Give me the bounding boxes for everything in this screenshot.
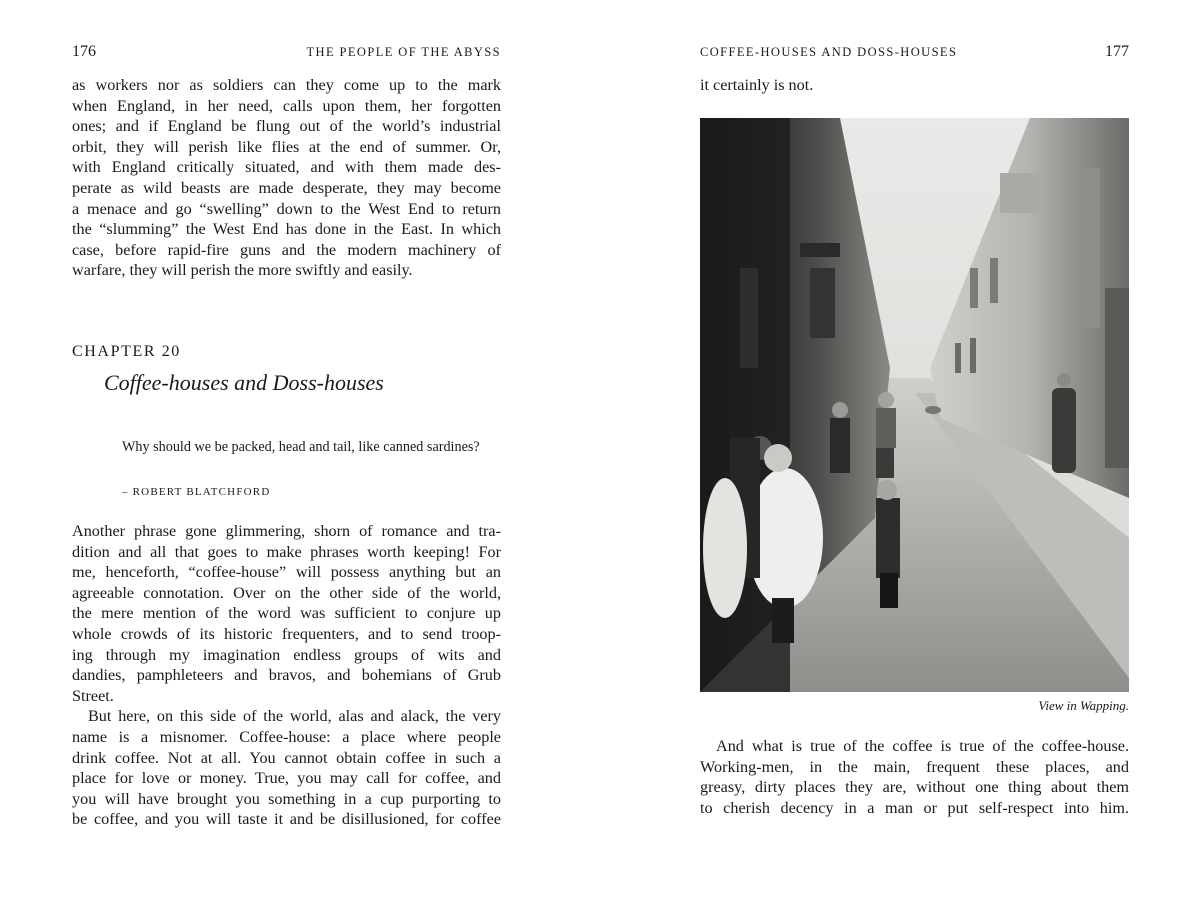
epigraph-quote: Why should we be packed, head and tail, like canned sardines? [122,439,480,455]
text-line: And what is true of the coffee is true of the coffee-house. [716,737,1129,755]
text-line: perate as wild beasts are made desperate, they may become [72,178,501,197]
text-line: whole crowds of its historic frequenters, and to send troop- [72,624,501,643]
opening-paragraph [72,75,501,281]
text-line: warfare, they will perish the more swiftly and easily. [72,261,413,280]
text-line: Another phrase gone glimmering, shorn of romance and tra- [72,522,501,540]
text-line: with England critically situated, and with them made des- [72,158,501,177]
text-line: drink coffee. Not at all. You cannot obtain coffee in such a [72,748,501,767]
page-number: 176 [72,43,96,60]
right-body [700,736,1129,818]
epigraph-attribution: – ROBERT BLATCHFORD [122,486,271,498]
text-line: orbit, they will perish like flies at the end of summer. Or, [72,137,501,156]
text-line: me, henceforth, “coffee-house” will possess anything but an [72,563,501,582]
photo-caption: View in Wapping. [1038,698,1129,713]
text-line: case, before rapid-fire guns and the modern machinery of [72,240,501,259]
running-head-left [72,43,501,63]
text-line: the “slumming” the West End has done in the East. In which [72,220,501,239]
text-line: name is a misnomer. Coffee-house: a place where people [72,727,501,746]
left-page [72,0,501,914]
photo-illustration [700,118,1129,692]
text-line: a menace and go “swelling” down to the West End to return [72,199,501,218]
running-head-title: THE PEOPLE OF THE ABYSS [306,45,501,59]
chapter-label: CHAPTER 20 [72,343,181,360]
text-line: when England, in her need, calls upon them, her forgotten [72,96,501,115]
text-line: be coffee, and you will taste it and be disillusioned, for coffee [72,810,501,829]
text-line: Working-men, in the main, frequent these places, and [700,757,1129,776]
running-head-title: COFFEE-HOUSES AND DOSS-HOUSES [700,45,958,59]
street-photograph [700,118,1129,692]
page-number: 177 [1105,43,1129,60]
text-line: agreeable connotation. Over on the other side of the world, [72,583,501,602]
text-line: Street. [72,686,114,705]
text-line: to cherish decency in a man or put self-respect into him. [700,798,1129,817]
text-line: But here, on this side of the world, alas and alack, the very [88,707,501,726]
text-line: the mere mention of the word was sufficient to conjure up [72,604,501,623]
text-line: it certainly is not. [700,76,814,94]
running-head-right [700,43,1129,63]
continuation-text [700,75,1129,96]
text-line: dition and all that goes to make phrases worth keeping! For [72,542,501,561]
chapter-title: Coffee-houses and Doss-houses [104,370,384,395]
text-line: dandies, pamphleteers and bravos, and bohemians of Grub [72,666,501,685]
right-page [700,0,1129,914]
text-line: ones; and if England be flung out of the world’s industrial [72,117,501,136]
text-line: place for love or money. True, you may call for coffee, and [72,769,501,788]
text-line: you will have brought you something in a cup purporting to [72,789,501,808]
text-line: greasy, dirty places they are, without one thing about them [700,778,1129,797]
chapter-body [72,521,501,830]
text-line: as workers nor as soldiers can they come up to the mark [72,76,501,94]
text-line: ing through my imagination endless groups of wits and [72,645,501,664]
